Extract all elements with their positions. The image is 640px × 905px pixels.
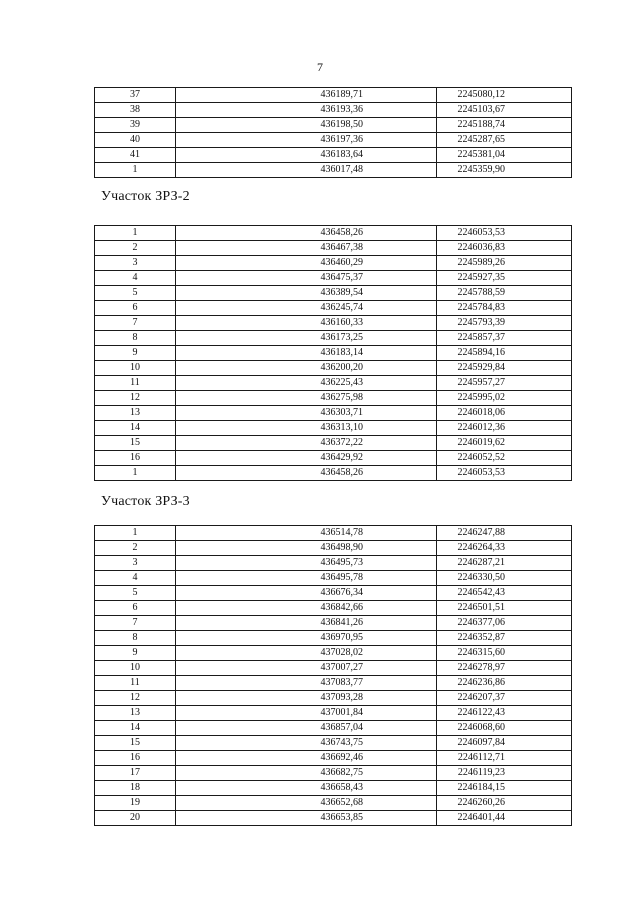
table-row [95, 601, 572, 616]
point-number-cell: 14 [95, 421, 176, 436]
x-coordinate-cell: 437083,77 [176, 676, 437, 691]
table-row [95, 436, 572, 451]
point-number-cell: 13 [95, 406, 176, 421]
table-row [95, 256, 572, 271]
x-coordinate-cell: 436458,26 [176, 466, 437, 481]
table-row [95, 421, 572, 436]
x-coordinate-cell: 436189,71 [176, 88, 437, 103]
y-coordinate-cell: 2246119,23 [437, 766, 572, 781]
point-number-cell: 15 [95, 736, 176, 751]
section-title-zrz-3: Участок ЗРЗ-3 [101, 494, 190, 509]
coordinates-table-zrz-3 [94, 525, 572, 826]
x-coordinate-cell: 436313,10 [176, 421, 437, 436]
y-coordinate-cell: 2245793,39 [437, 316, 572, 331]
point-number-cell: 8 [95, 331, 176, 346]
x-coordinate-cell: 437093,28 [176, 691, 437, 706]
y-coordinate-cell: 2246377,06 [437, 616, 572, 631]
table-row [95, 796, 572, 811]
y-coordinate-cell: 2245188,74 [437, 118, 572, 133]
table-row [95, 163, 572, 178]
table-row [95, 676, 572, 691]
table-row [95, 556, 572, 571]
point-number-cell: 11 [95, 676, 176, 691]
x-coordinate-cell: 436372,22 [176, 436, 437, 451]
y-coordinate-cell: 2246236,86 [437, 676, 572, 691]
y-coordinate-cell: 2245995,02 [437, 391, 572, 406]
y-coordinate-cell: 2246053,53 [437, 466, 572, 481]
x-coordinate-cell: 436841,26 [176, 616, 437, 631]
point-number-cell: 10 [95, 361, 176, 376]
table-row [95, 751, 572, 766]
x-coordinate-cell: 436389,54 [176, 286, 437, 301]
point-number-cell: 5 [95, 286, 176, 301]
x-coordinate-cell: 436970,95 [176, 631, 437, 646]
point-number-cell: 12 [95, 391, 176, 406]
point-number-cell: 37 [95, 88, 176, 103]
table-row [95, 406, 572, 421]
y-coordinate-cell: 2246012,36 [437, 421, 572, 436]
y-coordinate-cell: 2246352,87 [437, 631, 572, 646]
x-coordinate-cell: 436200,20 [176, 361, 437, 376]
point-number-cell: 9 [95, 646, 176, 661]
point-number-cell: 7 [95, 316, 176, 331]
x-coordinate-cell: 436682,75 [176, 766, 437, 781]
y-coordinate-cell: 2246053,53 [437, 226, 572, 241]
page-number: 7 [317, 60, 323, 74]
table-row [95, 466, 572, 481]
table-row [95, 451, 572, 466]
x-coordinate-cell: 436245,74 [176, 301, 437, 316]
y-coordinate-cell: 2245359,90 [437, 163, 572, 178]
table-row [95, 391, 572, 406]
table-row [95, 376, 572, 391]
point-number-cell: 7 [95, 616, 176, 631]
x-coordinate-cell: 436857,04 [176, 721, 437, 736]
y-coordinate-cell: 2246401,44 [437, 811, 572, 826]
x-coordinate-cell: 436743,75 [176, 736, 437, 751]
point-number-cell: 9 [95, 346, 176, 361]
point-number-cell: 1 [95, 526, 176, 541]
x-coordinate-cell: 436198,50 [176, 118, 437, 133]
x-coordinate-cell: 436676,34 [176, 586, 437, 601]
point-number-cell: 3 [95, 556, 176, 571]
x-coordinate-cell: 436429,92 [176, 451, 437, 466]
y-coordinate-cell: 2245103,67 [437, 103, 572, 118]
x-coordinate-cell: 436460,29 [176, 256, 437, 271]
table-row [95, 331, 572, 346]
point-number-cell: 6 [95, 601, 176, 616]
table-row [95, 361, 572, 376]
y-coordinate-cell: 2246247,88 [437, 526, 572, 541]
y-coordinate-cell: 2246184,15 [437, 781, 572, 796]
y-coordinate-cell: 2245287,65 [437, 133, 572, 148]
y-coordinate-cell: 2245927,35 [437, 271, 572, 286]
table-row [95, 301, 572, 316]
point-number-cell: 2 [95, 241, 176, 256]
y-coordinate-cell: 2245989,26 [437, 256, 572, 271]
y-coordinate-cell: 2246036,83 [437, 241, 572, 256]
x-coordinate-cell: 437007,27 [176, 661, 437, 676]
table-row [95, 346, 572, 361]
x-coordinate-cell: 436275,98 [176, 391, 437, 406]
table-row [95, 103, 572, 118]
coordinates-table-zrz-2 [94, 225, 572, 481]
x-coordinate-cell: 437028,02 [176, 646, 437, 661]
y-coordinate-cell: 2246501,51 [437, 601, 572, 616]
y-coordinate-cell: 2246278,97 [437, 661, 572, 676]
x-coordinate-cell: 436467,38 [176, 241, 437, 256]
point-number-cell: 10 [95, 661, 176, 676]
point-number-cell: 20 [95, 811, 176, 826]
coordinates-table-continued [94, 87, 572, 178]
point-number-cell: 16 [95, 751, 176, 766]
y-coordinate-cell: 2246019,62 [437, 436, 572, 451]
x-coordinate-cell: 436498,90 [176, 541, 437, 556]
point-number-cell: 39 [95, 118, 176, 133]
table-row [95, 736, 572, 751]
y-coordinate-cell: 2246260,26 [437, 796, 572, 811]
point-number-cell: 1 [95, 226, 176, 241]
x-coordinate-cell: 437001,84 [176, 706, 437, 721]
table-row [95, 271, 572, 286]
point-number-cell: 1 [95, 466, 176, 481]
point-number-cell: 14 [95, 721, 176, 736]
table-row [95, 586, 572, 601]
point-number-cell: 13 [95, 706, 176, 721]
y-coordinate-cell: 2245894,16 [437, 346, 572, 361]
table-row [95, 631, 572, 646]
x-coordinate-cell: 436197,36 [176, 133, 437, 148]
x-coordinate-cell: 436495,78 [176, 571, 437, 586]
table-row [95, 661, 572, 676]
x-coordinate-cell: 436514,78 [176, 526, 437, 541]
point-number-cell: 12 [95, 691, 176, 706]
table-row [95, 691, 572, 706]
table-row [95, 811, 572, 826]
y-coordinate-cell: 2246018,06 [437, 406, 572, 421]
point-number-cell: 8 [95, 631, 176, 646]
y-coordinate-cell: 2246542,43 [437, 586, 572, 601]
y-coordinate-cell: 2245784,83 [437, 301, 572, 316]
x-coordinate-cell: 436303,71 [176, 406, 437, 421]
point-number-cell: 4 [95, 571, 176, 586]
point-number-cell: 11 [95, 376, 176, 391]
table-row [95, 541, 572, 556]
x-coordinate-cell: 436475,37 [176, 271, 437, 286]
table-row [95, 706, 572, 721]
x-coordinate-cell: 436193,36 [176, 103, 437, 118]
point-number-cell: 15 [95, 436, 176, 451]
y-coordinate-cell: 2246052,52 [437, 451, 572, 466]
point-number-cell: 6 [95, 301, 176, 316]
x-coordinate-cell: 436652,68 [176, 796, 437, 811]
point-number-cell: 1 [95, 163, 176, 178]
x-coordinate-cell: 436842,66 [176, 601, 437, 616]
x-coordinate-cell: 436692,46 [176, 751, 437, 766]
x-coordinate-cell: 436225,43 [176, 376, 437, 391]
y-coordinate-cell: 2246315,60 [437, 646, 572, 661]
y-coordinate-cell: 2246068,60 [437, 721, 572, 736]
y-coordinate-cell: 2246287,21 [437, 556, 572, 571]
point-number-cell: 18 [95, 781, 176, 796]
point-number-cell: 41 [95, 148, 176, 163]
table-row [95, 316, 572, 331]
point-number-cell: 4 [95, 271, 176, 286]
table-row [95, 286, 572, 301]
point-number-cell: 17 [95, 766, 176, 781]
point-number-cell: 5 [95, 586, 176, 601]
y-coordinate-cell: 2246330,50 [437, 571, 572, 586]
x-coordinate-cell: 436160,33 [176, 316, 437, 331]
x-coordinate-cell: 436173,25 [176, 331, 437, 346]
x-coordinate-cell: 436183,14 [176, 346, 437, 361]
y-coordinate-cell: 2246112,71 [437, 751, 572, 766]
y-coordinate-cell: 2246097,84 [437, 736, 572, 751]
point-number-cell: 19 [95, 796, 176, 811]
table-row [95, 766, 572, 781]
x-coordinate-cell: 436458,26 [176, 226, 437, 241]
table-row [95, 118, 572, 133]
x-coordinate-cell: 436653,85 [176, 811, 437, 826]
table-row [95, 241, 572, 256]
y-coordinate-cell: 2246264,33 [437, 541, 572, 556]
y-coordinate-cell: 2245080,12 [437, 88, 572, 103]
y-coordinate-cell: 2245929,84 [437, 361, 572, 376]
y-coordinate-cell: 2246207,37 [437, 691, 572, 706]
point-number-cell: 3 [95, 256, 176, 271]
x-coordinate-cell: 436017,48 [176, 163, 437, 178]
point-number-cell: 2 [95, 541, 176, 556]
y-coordinate-cell: 2245381,04 [437, 148, 572, 163]
table-row [95, 646, 572, 661]
table-row [95, 148, 572, 163]
y-coordinate-cell: 2245857,37 [437, 331, 572, 346]
point-number-cell: 16 [95, 451, 176, 466]
table-row [95, 226, 572, 241]
table-row [95, 616, 572, 631]
y-coordinate-cell: 2245957,27 [437, 376, 572, 391]
x-coordinate-cell: 436183,64 [176, 148, 437, 163]
table-row [95, 88, 572, 103]
y-coordinate-cell: 2245788,59 [437, 286, 572, 301]
table-row [95, 571, 572, 586]
point-number-cell: 38 [95, 103, 176, 118]
table-row [95, 133, 572, 148]
x-coordinate-cell: 436495,73 [176, 556, 437, 571]
section-title-zrz-2: Участок ЗРЗ-2 [101, 189, 190, 204]
table-row [95, 781, 572, 796]
table-row [95, 526, 572, 541]
point-number-cell: 40 [95, 133, 176, 148]
x-coordinate-cell: 436658,43 [176, 781, 437, 796]
table-row [95, 721, 572, 736]
y-coordinate-cell: 2246122,43 [437, 706, 572, 721]
